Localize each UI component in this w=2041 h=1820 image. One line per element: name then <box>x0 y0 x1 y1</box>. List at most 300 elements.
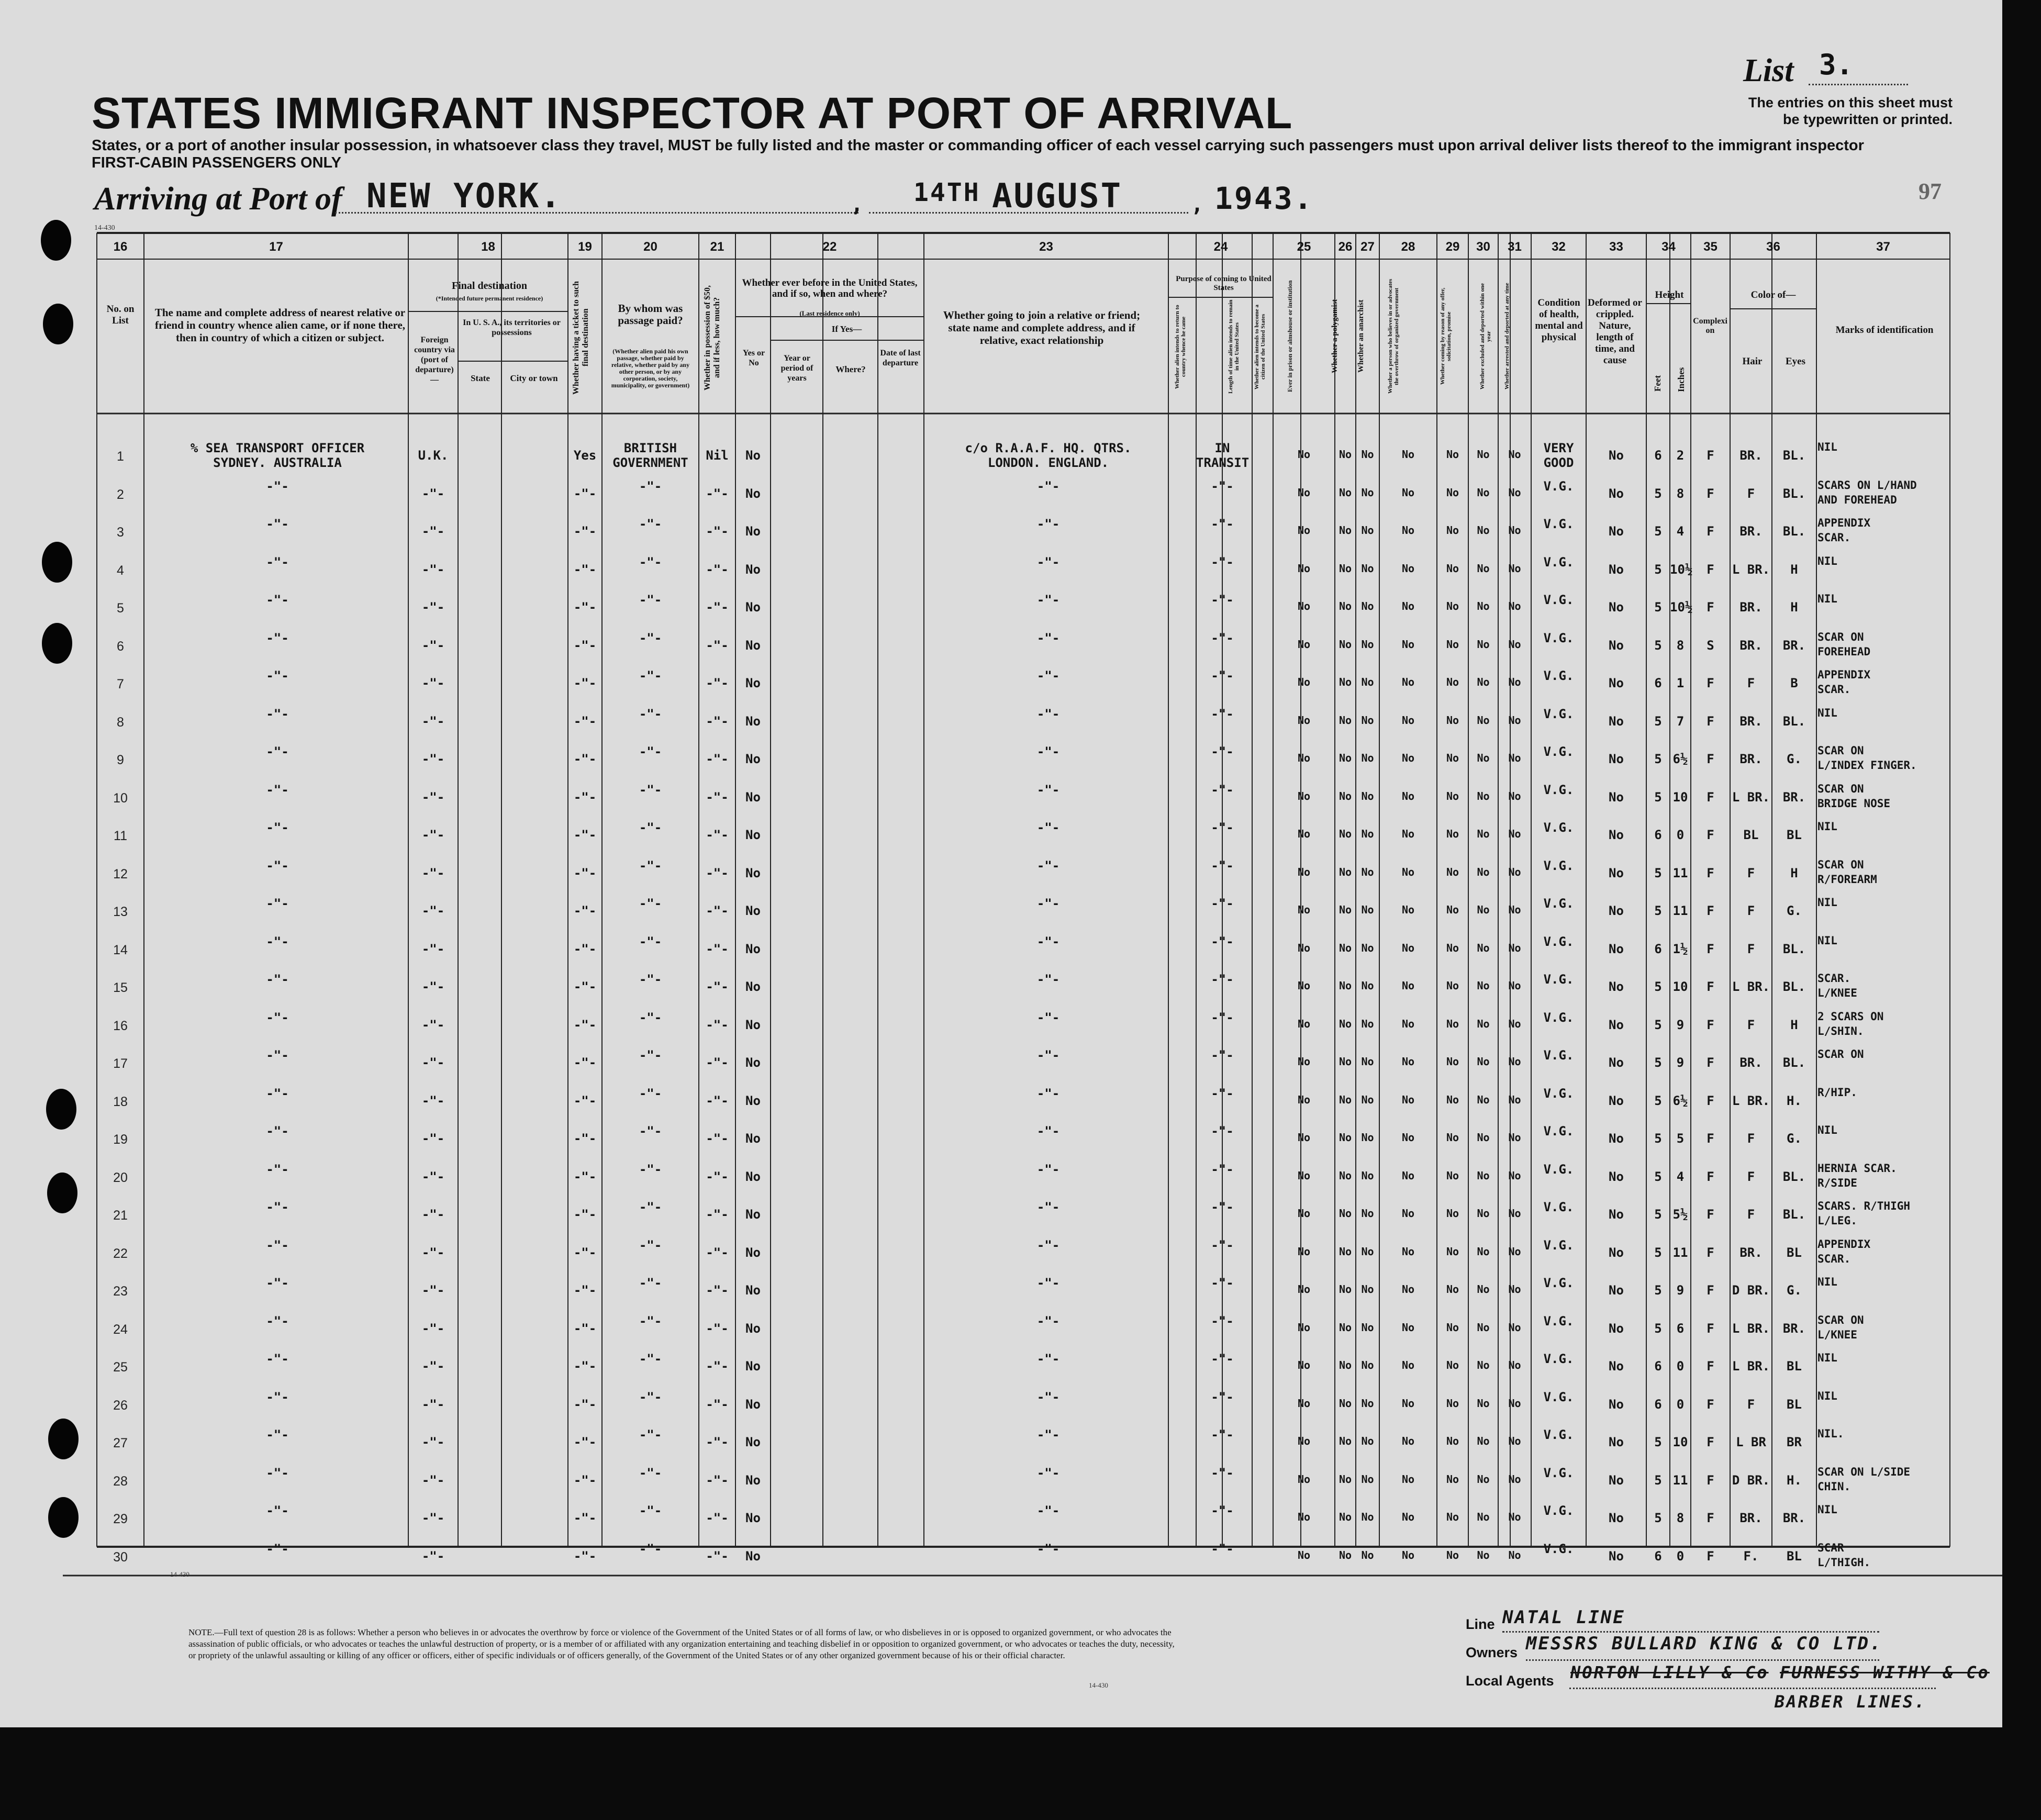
eye-color-cell: BL <box>1787 828 1802 842</box>
deformed-cell: No <box>1609 486 1624 501</box>
fifty-dollars-cell: -"- <box>706 1093 729 1108</box>
offer-cell: No <box>1446 1131 1459 1144</box>
join-relative-cell: -"- <box>1036 517 1060 531</box>
prison-cell: No <box>1297 600 1311 612</box>
complexion-cell: F <box>1707 1511 1714 1525</box>
eye-color-cell: G. <box>1787 1131 1802 1146</box>
anarchist-cell: No <box>1361 448 1374 461</box>
marks-cell: NIL <box>1817 934 1837 947</box>
arrested-cell: No <box>1508 486 1521 499</box>
column-number: 33 <box>1609 240 1623 254</box>
row-number: 30 <box>113 1549 128 1565</box>
purpose-cell: -"- <box>1211 668 1234 683</box>
foreign-country-cell: -"- <box>421 865 445 880</box>
deformed-cell: No <box>1609 638 1624 653</box>
hair-color-cell: L BR. <box>1732 789 1770 805</box>
marks-cell-2: SCAR. <box>1817 683 1851 696</box>
deformed-cell: No <box>1609 1472 1624 1488</box>
height-inches-cell: 10½ <box>1670 562 1693 577</box>
eye-color-cell: H <box>1790 562 1798 577</box>
passage-paid-cell: -"- <box>639 1352 662 1366</box>
offer-cell: No <box>1446 638 1459 651</box>
header-purpose-a: Whether alien intends to return to country whence he came <box>1174 305 1187 389</box>
marks-cell-2: L/KNEE <box>1817 1328 1857 1341</box>
marks-cell-2: CHIN. <box>1817 1480 1851 1493</box>
deformed-cell: No <box>1609 448 1624 463</box>
height-feet-cell: 5 <box>1654 1055 1662 1070</box>
header-arrested: Whether arrested and deported at any time <box>1504 283 1510 390</box>
excluded-cell: No <box>1477 562 1490 575</box>
deformed-cell: No <box>1609 600 1624 615</box>
relative-cell: -"- <box>266 744 289 759</box>
ticket-cell: -"- <box>573 828 597 842</box>
row-number: 28 <box>113 1473 128 1489</box>
prison-cell: No <box>1297 1548 1311 1561</box>
marks-cell-2: L/LEG. <box>1817 1214 1857 1227</box>
column-number: 23 <box>1039 240 1053 254</box>
excluded-cell: No <box>1477 638 1490 651</box>
excluded-cell: No <box>1477 600 1490 612</box>
header-yes-no: Yes or No <box>742 349 765 367</box>
polygamist-cell: No <box>1339 1131 1352 1144</box>
form-title: STATES IMMIGRANT INSPECTOR AT PORT OF ARRIVAL <box>92 88 1293 138</box>
polygamist-cell: No <box>1339 676 1352 688</box>
relative-cell-2: SYDNEY. AUSTRALIA <box>213 455 342 470</box>
join-relative-cell-2: LONDON. ENGLAND. <box>987 455 1109 470</box>
prison-cell: No <box>1297 752 1311 764</box>
health-cell: V.G. <box>1543 1010 1574 1025</box>
height-inches-cell: 4 <box>1676 524 1685 539</box>
polygamist-cell: No <box>1339 1093 1352 1106</box>
health-cell: V.G. <box>1543 706 1574 721</box>
relative-cell: -"- <box>266 1427 289 1442</box>
ticket-cell: -"- <box>573 1548 597 1564</box>
marks-cell: SCARS. R/THIGH <box>1817 1200 1911 1212</box>
height-inches-cell: 0 <box>1676 1548 1685 1564</box>
join-relative-cell: -"- <box>1036 1124 1060 1138</box>
complexion-cell: F <box>1707 1245 1714 1260</box>
fifty-dollars-cell: -"- <box>706 713 729 729</box>
row-number: 13 <box>113 905 128 919</box>
eye-color-cell: G. <box>1787 903 1802 918</box>
height-feet-cell: 6 <box>1654 676 1662 690</box>
health-cell: V.G. <box>1543 1427 1574 1442</box>
agents-rule <box>1569 1688 1936 1689</box>
foreign-country-cell: -"- <box>421 638 445 653</box>
line-rule <box>1502 1631 1879 1633</box>
height-inches-cell: 5 <box>1676 1131 1685 1146</box>
health-cell: VERY <box>1543 441 1574 455</box>
purpose-cell: -"- <box>1211 820 1234 835</box>
ticket-cell: -"- <box>573 903 597 918</box>
fifty-dollars-cell: -"- <box>706 1472 729 1488</box>
height-inches-cell: 10 <box>1672 789 1688 805</box>
before-in-us-cell: No <box>745 789 761 805</box>
marks-cell: SCAR. <box>1817 972 1851 985</box>
ticket-cell: -"- <box>573 1435 597 1449</box>
prison-cell: No <box>1297 1093 1311 1106</box>
foreign-country-cell: -"- <box>421 1207 445 1222</box>
fifty-dollars-cell: -"- <box>706 562 729 577</box>
fifty-dollars-cell: -"- <box>706 600 729 615</box>
polygamist-cell: No <box>1339 1283 1352 1296</box>
eye-color-cell: BR. <box>1782 1321 1806 1336</box>
anarchist-cell: No <box>1361 1055 1374 1068</box>
header-eyes: Eyes <box>1786 356 1805 367</box>
arrested-cell: No <box>1508 1017 1521 1030</box>
form-code: 14-430 <box>94 224 115 232</box>
anarchist-cell: No <box>1361 600 1374 612</box>
health-cell: V.G. <box>1543 744 1574 759</box>
column-number: 36 <box>1766 240 1780 254</box>
ticket-cell: -"- <box>573 1207 597 1222</box>
arrested-cell: No <box>1508 1245 1521 1258</box>
agents-struck: NORTON LILLY & Co <box>1570 1662 1769 1682</box>
marks-cell: SCAR ON <box>1817 630 1864 643</box>
purpose-cell: -"- <box>1211 1048 1234 1063</box>
before-in-us-cell: No <box>745 752 761 766</box>
complexion-cell: F <box>1707 1093 1714 1108</box>
marks-cell: NIL <box>1817 1276 1837 1288</box>
purpose-cell: -"- <box>1211 517 1234 531</box>
purpose-cell: -"- <box>1211 706 1234 721</box>
purpose-cell: -"- <box>1211 593 1234 607</box>
passage-paid-cell: -"- <box>639 1086 662 1101</box>
height-inches-cell: 6½ <box>1672 752 1688 766</box>
offer-cell: No <box>1446 1548 1459 1561</box>
deformed-cell: No <box>1609 828 1624 842</box>
ticket-cell: -"- <box>573 1055 597 1070</box>
eye-color-cell: BL <box>1787 1548 1802 1564</box>
eye-color-cell: BL. <box>1782 486 1806 501</box>
fifty-dollars-cell: Nil <box>706 448 729 463</box>
polygamist-cell: No <box>1339 524 1352 537</box>
purpose-cell: IN <box>1214 441 1230 455</box>
anarchist-cell: No <box>1361 562 1374 575</box>
column-number: 20 <box>643 240 657 254</box>
prison-cell: No <box>1297 562 1311 575</box>
prison-cell: No <box>1297 941 1311 954</box>
join-relative-cell: -"- <box>1036 1162 1060 1177</box>
before-in-us-cell: No <box>745 676 761 690</box>
join-relative-cell: c/o R.A.A.F. HQ. QTRS. <box>965 441 1132 455</box>
passage-paid-cell: -"- <box>639 820 662 835</box>
polygamist-cell: No <box>1339 1548 1352 1561</box>
height-feet-cell: 5 <box>1654 486 1662 501</box>
polygamist-cell: No <box>1339 1207 1352 1220</box>
relative-cell: -"- <box>266 1389 289 1404</box>
foreign-country-cell: -"- <box>421 1055 445 1070</box>
marks-cell: NIL <box>1817 1352 1837 1364</box>
question-28-cell: No <box>1401 1093 1415 1106</box>
complexion-cell: F <box>1707 562 1714 577</box>
health-cell: V.G. <box>1543 1276 1574 1290</box>
prison-cell: No <box>1297 865 1311 878</box>
arrested-cell: No <box>1508 828 1521 840</box>
join-relative-cell: -"- <box>1036 593 1060 607</box>
hair-color-cell: BR. <box>1739 524 1763 539</box>
marks-cell: SCAR ON <box>1817 1048 1864 1060</box>
foreign-country-cell: -"- <box>421 486 445 501</box>
arrested-cell: No <box>1508 713 1521 727</box>
marks-cell-2: L/THIGH. <box>1817 1556 1871 1569</box>
eye-color-cell: BL. <box>1782 1055 1806 1070</box>
list-number: 3. <box>1819 48 1854 81</box>
passage-paid-cell: -"- <box>639 1276 662 1290</box>
health-cell: V.G. <box>1543 1086 1574 1101</box>
height-feet-cell: 6 <box>1654 941 1662 956</box>
health-cell: V.G. <box>1543 478 1574 494</box>
join-relative-cell: -"- <box>1036 1352 1060 1366</box>
height-inches-cell: 9 <box>1676 1283 1685 1298</box>
excluded-cell: No <box>1477 1472 1490 1486</box>
polygamist-cell: No <box>1339 1245 1352 1258</box>
passage-paid-cell: -"- <box>639 1465 662 1480</box>
height-feet-cell: 5 <box>1654 1321 1662 1336</box>
before-in-us-cell: No <box>745 903 761 918</box>
height-inches-cell: 11 <box>1672 1245 1688 1260</box>
header-foreign-country: Foreign country via (port of departure)— <box>414 336 455 384</box>
header-year: Year or period of years <box>780 354 813 383</box>
fifty-dollars-cell: -"- <box>706 1131 729 1146</box>
health-cell: V.G. <box>1543 1162 1574 1177</box>
height-feet-cell: 6 <box>1654 1548 1662 1564</box>
marks-cell-2: L/KNEE <box>1817 987 1857 999</box>
arrested-cell: No <box>1508 1321 1521 1334</box>
marks-cell-2: SCAR. <box>1817 531 1851 544</box>
height-feet-cell: 5 <box>1654 1283 1662 1298</box>
height-feet-cell: 6 <box>1654 448 1662 463</box>
row-number: 27 <box>113 1436 128 1450</box>
purpose-cell: -"- <box>1211 896 1234 911</box>
offer-cell: No <box>1446 1207 1459 1220</box>
relative-cell: -"- <box>266 1086 289 1101</box>
height-feet-cell: 5 <box>1654 524 1662 539</box>
height-feet-cell: 5 <box>1654 713 1662 729</box>
purpose-cell: -"- <box>1211 744 1234 759</box>
arrested-cell: No <box>1508 941 1521 954</box>
deformed-cell: No <box>1609 1245 1624 1260</box>
column-number: 29 <box>1445 240 1460 254</box>
deformed-cell: No <box>1609 1548 1624 1564</box>
height-inches-cell: 11 <box>1672 1472 1688 1488</box>
health-cell: V.G. <box>1543 1541 1574 1556</box>
height-feet-cell: 5 <box>1654 789 1662 805</box>
fifty-dollars-cell: -"- <box>706 638 729 653</box>
header-hair: Hair <box>1742 356 1763 367</box>
height-feet-cell: 5 <box>1654 638 1662 653</box>
marks-cell-2: SCAR. <box>1817 1252 1851 1265</box>
line-value: NATAL LINE <box>1502 1607 1625 1628</box>
offer-cell: No <box>1446 713 1459 727</box>
ticket-cell: -"- <box>573 979 597 994</box>
question-28-cell: No <box>1401 1207 1415 1220</box>
before-in-us-cell: No <box>745 1283 761 1298</box>
complexion-cell: F <box>1707 1283 1714 1298</box>
header-fifty-dollars: Whether in possession of $50, and if less, how much? <box>703 285 721 390</box>
height-inches-cell: 1 <box>1676 676 1685 690</box>
arrested-cell: No <box>1508 1548 1521 1561</box>
eye-color-cell: BL <box>1787 1359 1802 1374</box>
fifty-dollars-cell: -"- <box>706 752 729 766</box>
height-inches-cell: 8 <box>1676 486 1685 501</box>
height-feet-cell: 6 <box>1654 828 1662 842</box>
hair-color-cell: L BR. <box>1732 1321 1770 1336</box>
fifty-dollars-cell: -"- <box>706 828 729 842</box>
hair-color-cell: BR. <box>1739 1055 1763 1070</box>
header-passage-paid-sub: (Whether alien paid his own passage, whether paid by relative, whether paid by any other person, or by any corporation, society, municipality, or government) <box>611 348 690 389</box>
height-feet-cell: 5 <box>1654 865 1662 880</box>
deformed-cell: No <box>1609 524 1624 539</box>
purpose-cell: -"- <box>1211 934 1234 949</box>
excluded-cell: No <box>1477 979 1490 992</box>
anarchist-cell: No <box>1361 789 1374 802</box>
eye-color-cell: BL. <box>1782 941 1806 956</box>
anarchist-cell: No <box>1361 828 1374 840</box>
relative-cell: -"- <box>266 820 289 835</box>
hair-color-cell: BR. <box>1739 752 1763 766</box>
health-cell: V.G. <box>1543 668 1574 683</box>
health-cell: V.G. <box>1543 1200 1574 1214</box>
fifty-dollars-cell: -"- <box>706 1169 729 1184</box>
fifty-dollars-cell: -"- <box>706 979 729 994</box>
prison-cell: No <box>1297 1283 1311 1296</box>
complexion-cell: F <box>1707 1321 1714 1336</box>
before-in-us-cell: No <box>745 448 761 463</box>
offer-cell: No <box>1446 828 1459 840</box>
polygamist-cell: No <box>1339 865 1352 878</box>
marks-cell: NIL <box>1817 896 1837 909</box>
join-relative-cell: -"- <box>1036 1010 1060 1025</box>
offer-cell: No <box>1446 676 1459 688</box>
hair-color-cell: F <box>1747 1017 1755 1032</box>
row-number: 16 <box>113 1018 128 1033</box>
health-cell: V.G. <box>1543 1124 1574 1138</box>
arrested-cell: No <box>1508 1169 1521 1182</box>
marks-cell: NIL. <box>1817 1427 1844 1440</box>
health-cell: V.G. <box>1543 630 1574 645</box>
before-in-us-cell: No <box>745 524 761 539</box>
prison-cell: No <box>1297 638 1311 651</box>
complexion-cell: F <box>1707 1055 1714 1070</box>
relative-cell: -"- <box>266 517 289 531</box>
foreign-country-cell: -"- <box>421 524 445 539</box>
deformed-cell: No <box>1609 1017 1624 1032</box>
marks-cell: SCAR ON L/SIDE <box>1817 1465 1911 1478</box>
header-before-in-us: Whether ever before in the United States, and if so, when and where? <box>742 277 918 299</box>
height-inches-cell: 0 <box>1676 1359 1685 1374</box>
offer-cell: No <box>1446 1511 1459 1523</box>
arrested-cell: No <box>1508 562 1521 575</box>
height-inches-cell: 7 <box>1676 713 1685 729</box>
fifty-dollars-cell: -"- <box>706 1245 729 1260</box>
excluded-cell: No <box>1477 1511 1490 1523</box>
complexion-cell: F <box>1707 1435 1714 1449</box>
arriving-label: Arriving at Port of <box>94 181 342 217</box>
join-relative-cell: -"- <box>1036 820 1060 835</box>
marks-cell: NIL <box>1817 593 1837 605</box>
height-inches-cell: 9 <box>1676 1055 1685 1070</box>
polygamist-cell: No <box>1339 713 1352 727</box>
anarchist-cell: No <box>1361 1472 1374 1486</box>
anarchist-cell: No <box>1361 1093 1374 1106</box>
prison-cell: No <box>1297 1472 1311 1486</box>
eye-color-cell: H <box>1790 865 1798 880</box>
offer-cell: No <box>1446 448 1459 461</box>
ticket-cell: -"- <box>573 676 597 690</box>
complexion-cell: F <box>1707 752 1714 766</box>
polygamist-cell: No <box>1339 600 1352 612</box>
purpose-cell: -"- <box>1211 554 1234 570</box>
ticket-cell: Yes <box>573 448 597 463</box>
join-relative-cell: -"- <box>1036 1465 1060 1480</box>
anarchist-cell: No <box>1361 638 1374 651</box>
relative-cell: -"- <box>266 1048 289 1063</box>
foreign-country-cell: -"- <box>421 1131 445 1146</box>
passage-paid-cell: -"- <box>639 517 662 531</box>
deformed-cell: No <box>1609 1131 1624 1146</box>
polygamist-cell: No <box>1339 941 1352 954</box>
before-in-us-cell: No <box>745 1055 761 1070</box>
health-cell: V.G. <box>1543 517 1574 531</box>
foreign-country-cell: -"- <box>421 1169 445 1184</box>
typewritten-note-line: be typewritten or printed. <box>1782 111 1953 127</box>
header-usa: In U. S. A., its territories or possessions <box>463 318 561 337</box>
height-feet-cell: 5 <box>1654 600 1662 615</box>
prison-cell: No <box>1297 903 1311 916</box>
complexion-cell: F <box>1707 1359 1714 1374</box>
prison-cell: No <box>1297 789 1311 802</box>
prison-cell: No <box>1297 1511 1311 1523</box>
offer-cell: No <box>1446 486 1459 499</box>
polygamist-cell: No <box>1339 1169 1352 1182</box>
height-feet-cell: 5 <box>1654 1169 1662 1184</box>
anarchist-cell: No <box>1361 1207 1374 1220</box>
height-feet-cell: 5 <box>1654 562 1662 577</box>
row-number: 21 <box>113 1208 128 1223</box>
anarchist-cell: No <box>1361 1359 1374 1371</box>
fifty-dollars-cell: -"- <box>706 1359 729 1374</box>
relative-cell: % SEA TRANSPORT OFFICER <box>190 441 365 455</box>
fifty-dollars-cell: -"- <box>706 1283 729 1298</box>
anarchist-cell: No <box>1361 1131 1374 1144</box>
complexion-cell: F <box>1707 676 1714 690</box>
row-number: 18 <box>113 1094 128 1109</box>
ticket-cell: -"- <box>573 1511 597 1525</box>
deformed-cell: No <box>1609 1511 1624 1525</box>
excluded-cell: No <box>1477 1017 1490 1030</box>
purpose-cell: -"- <box>1211 1010 1234 1025</box>
marks-cell-2: R/FOREARM <box>1817 873 1877 886</box>
foreign-country-cell: -"- <box>421 676 445 690</box>
arrested-cell: No <box>1508 524 1521 537</box>
eye-color-cell: G. <box>1787 752 1802 766</box>
header-ticket: Whether having a ticket to such final destination <box>572 281 590 395</box>
before-in-us-cell: No <box>745 1397 761 1412</box>
join-relative-cell: -"- <box>1036 478 1060 494</box>
arrested-cell: No <box>1508 752 1521 764</box>
hair-color-cell: F <box>1747 1131 1755 1146</box>
row-number: 12 <box>113 866 128 881</box>
eye-color-cell: BL <box>1787 1245 1802 1260</box>
passage-paid-cell: -"- <box>639 1200 662 1214</box>
purpose-cell: -"- <box>1211 1276 1234 1290</box>
join-relative-cell: -"- <box>1036 630 1060 645</box>
ticket-cell: -"- <box>573 865 597 880</box>
relative-cell: -"- <box>266 1237 289 1253</box>
question-28-note: NOTE.—Full text of question 28 is as follows: Whether a person who believes in or advocates the overthrow by force or violence of the Government of the United States or of all forms of law, or who disbelieves in or is opposed to organized government, or who advocates the assassination of public officials, or who advocates or teaches the unlawful destruction of property, or is a member of or affiliated with any organization entertaining and teaching disbelief in or opposition to organized government, or who advocates or teaches the duty, necessity, or propriety of the unlawful assaulting or killing of any officer or officers, either of specific individuals or of officers generally, of the Government of the United States or of any other organized government because of his or their official character. <box>188 1627 1175 1660</box>
anarchist-cell: No <box>1361 713 1374 727</box>
